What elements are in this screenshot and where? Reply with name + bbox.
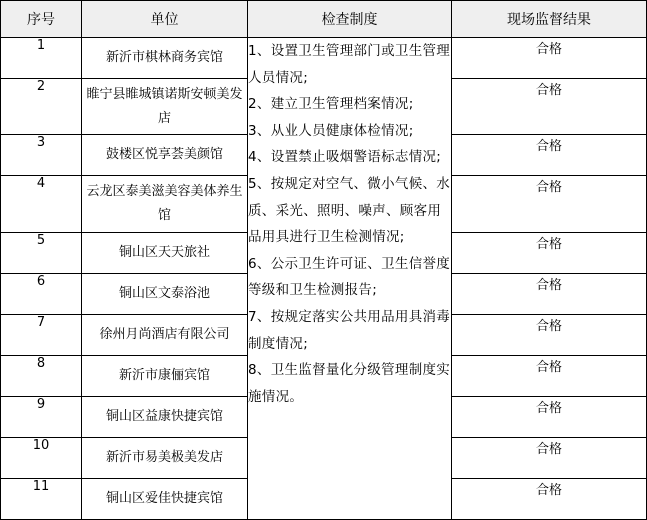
unit-cell: 新沂市棋林商务宾馆 xyxy=(82,38,248,79)
header-seq: 序号 xyxy=(1,1,82,38)
seq-cell: 10 xyxy=(1,438,82,479)
unit-cell: 铜山区文泰浴池 xyxy=(82,274,248,315)
header-method: 检查制度 xyxy=(248,1,452,38)
table-body xyxy=(1,38,647,520)
result-cell: 合格 xyxy=(452,315,647,356)
seq-cell: 4 xyxy=(1,176,82,233)
inspection-item: 5、按规定对空气、微小气候、水质、采光、照明、噪声、顾客用品用具进行卫生检测情况; xyxy=(248,175,451,246)
header-result: 现场监督结果 xyxy=(452,1,647,38)
unit-cell: 新沂市易美极美发店 xyxy=(82,438,248,479)
result-cell: 合格 xyxy=(452,79,647,135)
result-cell: 合格 xyxy=(452,438,647,479)
seq-cell: 3 xyxy=(1,135,82,176)
unit-cell: 徐州月尚酒店有限公司 xyxy=(82,315,248,356)
unit-cell: 铜山区天天旅社 xyxy=(82,233,248,274)
unit-cell: 新沂市康俪宾馆 xyxy=(82,356,248,397)
inspection-item: 7、按规定落实公共用品用具消毒制度情况; xyxy=(248,308,451,352)
unit-cell: 睢宁县睢城镇诺斯安顿美发店 xyxy=(82,79,248,135)
result-cell: 合格 xyxy=(452,356,647,397)
unit-cell: 云龙区泰美滋美容美体养生馆 xyxy=(82,176,248,233)
inspection-item: 2、建立卫生管理档案情况; xyxy=(248,96,414,113)
seq-cell: 7 xyxy=(1,315,82,356)
seq-cell: 11 xyxy=(1,479,82,520)
seq-cell: 5 xyxy=(1,233,82,274)
seq-cell: 8 xyxy=(1,356,82,397)
inspection-item: 4、设置禁止吸烟警语标志情况; xyxy=(248,149,442,166)
seq-cell: 9 xyxy=(1,397,82,438)
result-cell: 合格 xyxy=(452,274,647,315)
result-cell: 合格 xyxy=(452,397,647,438)
unit-cell: 鼓楼区悦享荟美颜馆 xyxy=(82,135,248,176)
result-cell: 合格 xyxy=(452,135,647,176)
result-cell: 合格 xyxy=(452,479,647,520)
header-row xyxy=(1,1,647,38)
header-unit: 单位 xyxy=(82,1,248,38)
inspection-item: 6、公示卫生许可证、卫生信誉度等级和卫生检测报告; xyxy=(248,255,451,299)
result-cell: 合格 xyxy=(452,233,647,274)
inspection-item: 3、从业人员健康体检情况; xyxy=(248,122,414,139)
seq-cell: 6 xyxy=(1,274,82,315)
result-cell: 合格 xyxy=(452,176,647,233)
table-header xyxy=(1,1,647,38)
seq-cell: 2 xyxy=(1,79,82,135)
table-row xyxy=(1,38,647,79)
inspection-items-cell xyxy=(248,38,452,520)
seq-cell: 1 xyxy=(1,38,82,79)
result-cell: 合格 xyxy=(452,38,647,79)
inspection-item: 8、卫生监督量化分级管理制度实施情况。 xyxy=(248,362,451,405)
inspection-item: 1、设置卫生管理部门或卫生管理人员情况; xyxy=(248,43,451,86)
unit-cell: 铜山区益康快捷宾馆 xyxy=(82,397,248,438)
unit-cell: 铜山区爱佳快捷宾馆 xyxy=(82,479,248,520)
